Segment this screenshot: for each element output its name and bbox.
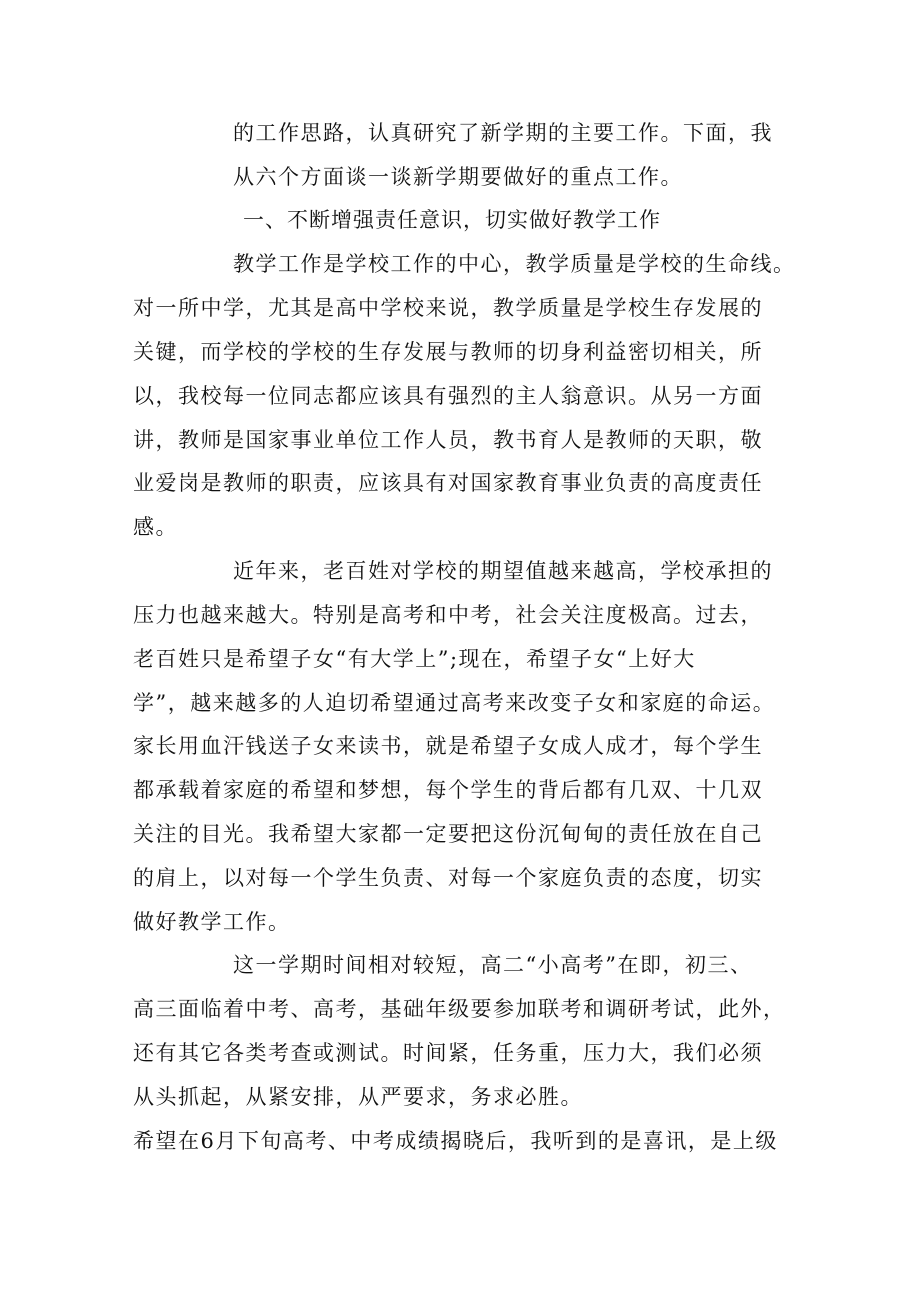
text-line: 做好教学工作。 <box>133 910 291 934</box>
text-line: 感。 <box>133 515 178 539</box>
text-line: 都承载着家庭的希望和梦想，每个学生的背后都有几双、十几双 <box>133 778 763 802</box>
text-line: 关注的目光。我希望大家都一定要把这份沉甸甸的责任放在自己 <box>133 822 763 846</box>
text-line: 对一所中学，尤其是高中学校来说，教学质量是学校生存发展的 <box>133 296 763 320</box>
text-line: 以，我校每一位同志都应该具有强烈的主人翁意识。从另一方面 <box>133 384 763 408</box>
text-line: 的工作思路，认真研究了新学期的主要工作。下面，我 <box>233 121 773 145</box>
text-line: 家长用血汗钱送子女来读书，就是希望子女成人成才，每个学生 <box>133 734 763 758</box>
text-line: 从六个方面谈一谈新学期要做好的重点工作。 <box>233 165 683 189</box>
text-line: 这一学期时间相对较短，高二“小高考”在即，初三、 <box>233 953 753 977</box>
text-line: 希望在6月下旬高考、中考成绩揭晓后，我听到的是喜讯，是上级 <box>133 1129 778 1153</box>
text-line: 近年来，老百姓对学校的期望值越来越高，学校承担的 <box>233 559 773 583</box>
text-line: 压力也越来越大。特别是高考和中考，社会关注度极高。过去， <box>133 603 763 627</box>
text-line: 从头抓起，从紧安排，从严要求，务求必胜。 <box>133 1085 583 1109</box>
text-line: 关键，而学校的学校的生存发展与教师的切身利益密切相关，所 <box>133 340 763 364</box>
section-heading: 一、不断增强责任意识，切实做好教学工作 <box>243 208 661 232</box>
text-line: 学”，越来越多的人迫切希望通过高考来改变子女和家庭的命运。 <box>133 691 776 715</box>
text-line: 讲，教师是国家事业单位工作人员，教书育人是教师的天职，敬 <box>133 428 763 452</box>
text-line: 的肩上，以对每一个学生负责、对每一个家庭负责的态度，切实 <box>133 866 763 890</box>
text-line: 老百姓只是希望子女“有大学上”;现在，希望子女“上好大 <box>133 647 696 671</box>
text-line: 高三面临着中考、高考，基础年级要参加联考和调研考试，此外， <box>133 997 786 1021</box>
text-line: 业爱岗是教师的职责，应该具有对国家教育事业负责的高度责任 <box>133 471 763 495</box>
text-line: 还有其它各类考查或测试。时间紧，任务重，压力大，我们必须 <box>133 1041 763 1065</box>
text-line: 教学工作是学校工作的中心，教学质量是学校的生命线。 <box>233 252 796 276</box>
